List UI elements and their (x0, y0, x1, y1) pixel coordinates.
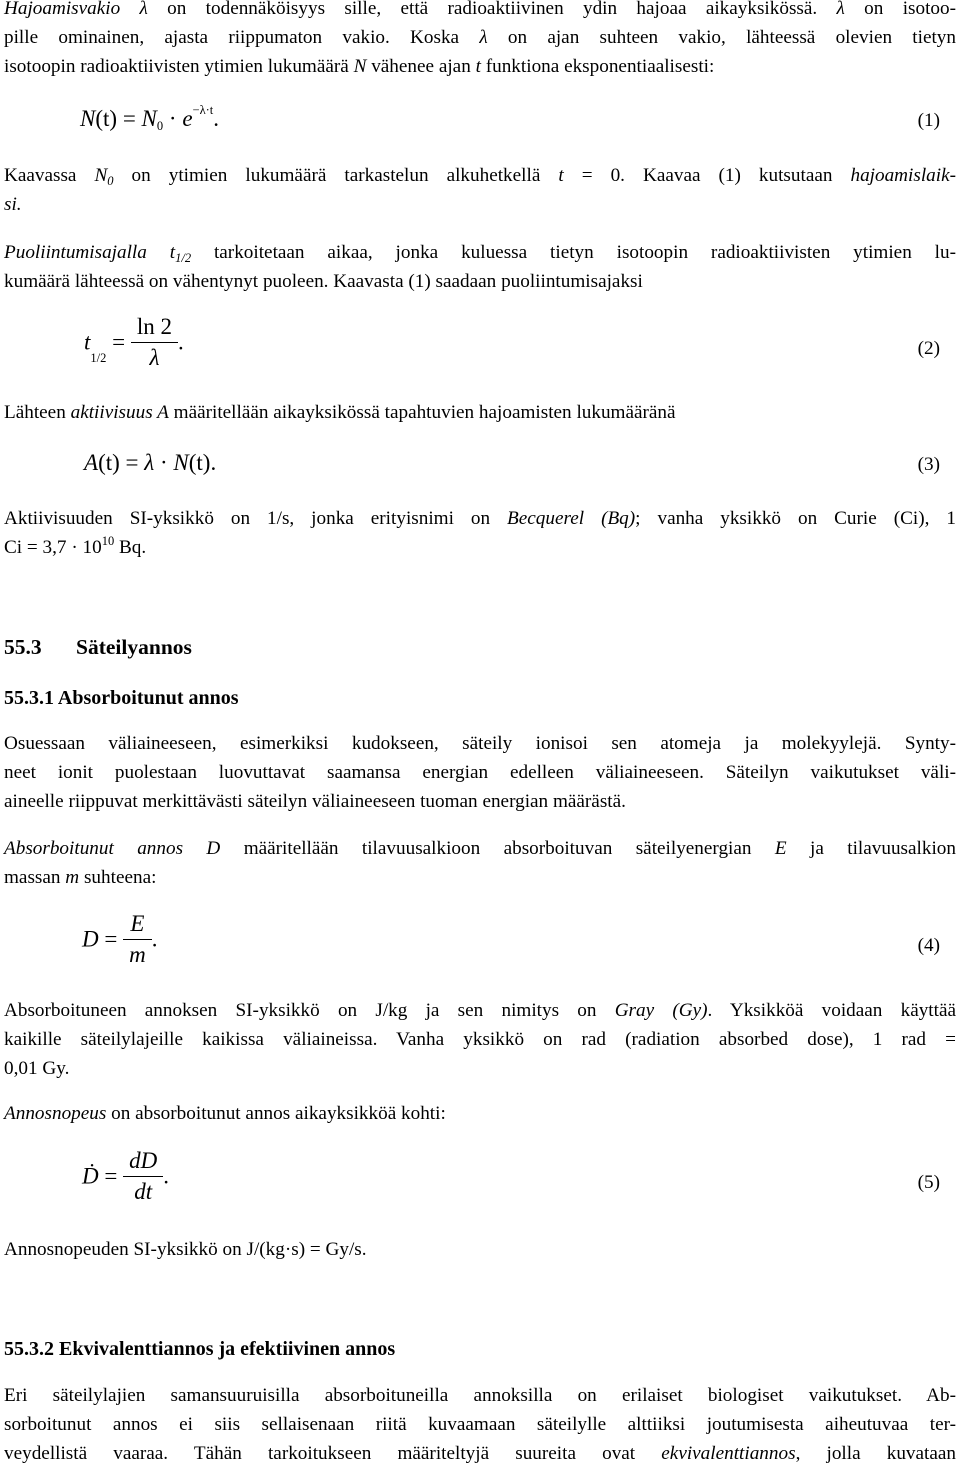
math-period: . (163, 1163, 169, 1189)
text-fragment: funktiona eksponentiaalisesti: (480, 56, 715, 77)
equation-3 (0, 440, 960, 490)
fraction-numerator: dD (129, 1148, 158, 1173)
text-fragment: suhteena: (79, 867, 157, 888)
term-decay-law: hajoamislaik- (850, 165, 956, 186)
text-fragment: Kaavassa (4, 165, 95, 186)
text-fragment: on ajan suhteen vakio, lähteessä olevien tietyn (487, 27, 956, 48)
paragraph-dose-rate (4, 1099, 956, 1128)
symbol-N: N (94, 165, 108, 186)
paragraph-dose-rate-unit (4, 1235, 956, 1264)
text-line (4, 504, 956, 533)
equation-4-formula (82, 909, 157, 970)
exponent: 10 (101, 534, 115, 548)
text-line (4, 267, 956, 296)
paragraph-half-life (4, 238, 956, 296)
text-line (4, 996, 956, 1025)
paragraph-equivalent-dose (4, 1381, 956, 1468)
equation-number: (3) (917, 454, 940, 475)
paragraph-gray (4, 996, 956, 1083)
math-period: . (151, 926, 158, 952)
text-line: Eri säteilylajien samansuuruisilla absorboituneilla annoksilla on erilaiset biologiset vaikutukset. Ab- (4, 1385, 956, 1406)
symbol-N: N (353, 56, 367, 77)
text-line: Annosnopeuden SI-yksikkö on J/(kg·s) = Gy/s. (4, 1239, 367, 1260)
equation-2 (0, 310, 960, 390)
fraction-denominator: λ (149, 345, 160, 370)
symbol-m: m (65, 867, 80, 888)
text-line: neet ionit puolestaan luovuttavat saamansa energian edelleen väliaineeseen. Säteilyn vaikutukset väli- (4, 762, 956, 783)
text-line (4, 1439, 956, 1468)
symbol-lambda: λ (479, 27, 488, 48)
term-equivalent-dose: ekvivalenttiannos (661, 1443, 796, 1464)
math-dot: · (154, 450, 174, 475)
text-fragment: Ci = 3,7 · 10 (4, 537, 102, 558)
text-fragment: tarkoitetaan aikaa, jonka kuluessa tietyn isotoopin radioaktiivisten ytimien lu- (191, 242, 956, 263)
paragraph-decay-constant (4, 0, 956, 81)
equation-number: (5) (917, 1172, 940, 1193)
fraction-denominator: m (129, 942, 146, 967)
text-fragment: massan (4, 867, 66, 888)
symbol-t: t (558, 165, 564, 186)
text-fragment: . Yksikköä voidaan käyttää (707, 1000, 956, 1021)
text-fragment: määritellään aikayksikössä tapahtuvien hajoamisten lukumääränä (168, 402, 676, 423)
text-line (4, 1099, 956, 1128)
math-A: A (84, 450, 99, 475)
text-fragment: ja tilavuusalkion (786, 838, 956, 859)
equation-number: (2) (917, 338, 940, 359)
text-line (4, 190, 956, 219)
term-activity: aktiivisuus A (70, 402, 169, 423)
text-line (4, 0, 956, 23)
math-subscript: 0 (156, 119, 164, 133)
paragraph-ionisation (4, 729, 956, 816)
term-decay-law: si. (4, 194, 22, 215)
equation-2-formula (84, 312, 184, 373)
text-fragment: Absorboituneen annoksen SI-yksikkö on J/kg ja sen nimitys on (4, 1000, 615, 1021)
symbol-subscript: 0 (107, 174, 114, 188)
fraction-numerator: E (130, 911, 145, 936)
text-fragment: isotoopin radioaktiivisten ytimien lukumäärä (4, 56, 354, 77)
math-arg: (t) (188, 450, 211, 475)
symbol-t: t (169, 242, 176, 263)
paragraph-activity (4, 398, 956, 427)
text-line (4, 52, 956, 81)
text-line: sorboitunut annos ei siis sellaisenaan riitä kuvaamaan säteilylle alttiiksi joutumisesta aiheutuvaa ter- (4, 1414, 956, 1435)
text-fragment: Lähteen (4, 402, 71, 423)
math-D: D (82, 926, 99, 952)
math-N0: N (141, 106, 157, 131)
text-fragment: vähenee ajan (366, 56, 476, 77)
symbol-subscript: 1/2 (175, 251, 192, 265)
fraction-numerator: ln 2 (136, 314, 172, 339)
equation-number: (1) (917, 110, 940, 131)
text-line: 0,01 Gy. (4, 1058, 70, 1079)
text-fragment: = 0. Kaavaa (1) kutsutaan (563, 165, 851, 186)
equation-5-formula (82, 1146, 169, 1207)
equation-number: (4) (917, 935, 940, 956)
symbol-t: t (475, 56, 481, 77)
math-equals: = (98, 926, 124, 952)
text-line (4, 398, 956, 427)
text-fragment: , jolla kuvataan (795, 1443, 956, 1464)
text-line: aineelle riippuvat merkittävästi säteilyn väliaineeseen tuoman energian määrästä. (4, 791, 626, 812)
section-number: 55.3.2 (4, 1338, 54, 1360)
equation-1-formula: $N(t) = N_0 \cdot e^{-\lambda\cdot t}$. (80, 103, 220, 133)
term-absorbed-dose: Absorboitunut annos D (4, 838, 221, 859)
section-title: Ekvivalenttiannos ja efektiivinen annos (59, 1338, 396, 1360)
math-fraction (123, 909, 152, 970)
section-number: 55.3 (4, 635, 42, 659)
math-equals: = (119, 450, 145, 475)
section-number: 55.3.1 (4, 687, 54, 709)
equation-3-formula (84, 450, 216, 476)
math-fraction (131, 312, 178, 373)
text-line (4, 834, 956, 863)
math-D-dot: Ḋ (82, 1163, 99, 1189)
math-lambda: λ (144, 450, 155, 475)
section-heading-55-3-1 (4, 684, 956, 712)
math-equals: = (106, 329, 131, 355)
section-title: Absorboitunut annos (57, 687, 239, 709)
text-fragment: kumäärä lähteessä on vähentynyt puoleen. Kaavasta (1) saadaan puoliintumisajaksi (4, 271, 643, 292)
equation-4 (0, 907, 960, 987)
math-arg: (t) (98, 450, 120, 475)
term-gray: Gray (Gy) (614, 1000, 708, 1021)
text-fragment: Aktiivisuuden SI-yksikkö on 1/s, jonka erityisnimi on (4, 508, 508, 529)
math-N: N (80, 106, 96, 131)
text-fragment: on ytimien lukumäärä tarkastelun alkuhetkellä (113, 165, 559, 186)
text-line (4, 863, 956, 892)
math-period: . (178, 329, 184, 355)
math-t: t (84, 329, 91, 355)
equation-5 (0, 1144, 960, 1224)
text-fragment: ; vanha yksikkö on Curie (Ci), 1 (635, 508, 956, 529)
term-dose-rate: Annosnopeus (4, 1103, 107, 1124)
text-fragment: veydellistä vaaraa. Tähän tarkoitukseen määriteltyjä suureita ovat (4, 1443, 662, 1464)
paragraph-activity-unit (4, 504, 956, 562)
symbol-E: E (774, 838, 787, 859)
paragraph-absorbed-dose (4, 834, 956, 892)
fraction-denominator: dt (134, 1179, 153, 1204)
text-line (4, 161, 956, 190)
term-decay-constant: Hajoamisvakio (4, 0, 121, 19)
math-equals: = (98, 1163, 124, 1189)
text-line (4, 533, 956, 562)
math-exponent: −λ·t (192, 103, 214, 117)
term-half-life: Puoliintumisajalla (4, 242, 147, 263)
math-N: N (173, 450, 189, 475)
text-line: Osuessaan väliaineeseen, esimerkiksi kudokseen, säteily ionisoi sen atomeja ja molekyylejä. Synty- (4, 733, 956, 754)
math-period: . (210, 450, 217, 475)
math-equals: = (117, 106, 142, 131)
section-heading-55-3 (4, 633, 956, 661)
symbol-lambda: λ (836, 0, 845, 19)
text-fragment: on todennäköisyys sille, että radioaktiivinen ydin hajoaa aikayksikössä. (147, 0, 837, 19)
equation-1 (0, 92, 960, 162)
text-fragment: on isotoo- (844, 0, 956, 19)
math-e: e (182, 106, 193, 131)
symbol-lambda: λ (139, 0, 148, 19)
text-fragment: Bq. (114, 537, 147, 558)
math-subscript: 1/2 (90, 350, 107, 365)
text-line (4, 23, 956, 52)
paragraph-equation-1-note (4, 161, 956, 219)
math-period: . (213, 106, 220, 131)
math-arg: (t) (95, 106, 118, 131)
math-fraction (123, 1146, 163, 1207)
section-title: Säteilyannos (76, 635, 192, 659)
section-heading-55-3-2 (4, 1335, 956, 1363)
text-line (4, 238, 956, 267)
text-fragment: määritellään tilavuusalkioon absorboituvan säteilyenergian (220, 838, 775, 859)
text-line: kaikille säteilylajeille kaikissa väliaineissa. Vanha yksikkö on rad (radiation absorbed dose), 1 rad = (4, 1029, 956, 1050)
text-fragment: pille ominainen, ajasta riippumaton vakio. Koska (4, 27, 480, 48)
term-becquerel: Becquerel (Bq) (507, 508, 636, 529)
text-fragment: on absorboitunut annos aikayksikköä kohti: (106, 1103, 446, 1124)
